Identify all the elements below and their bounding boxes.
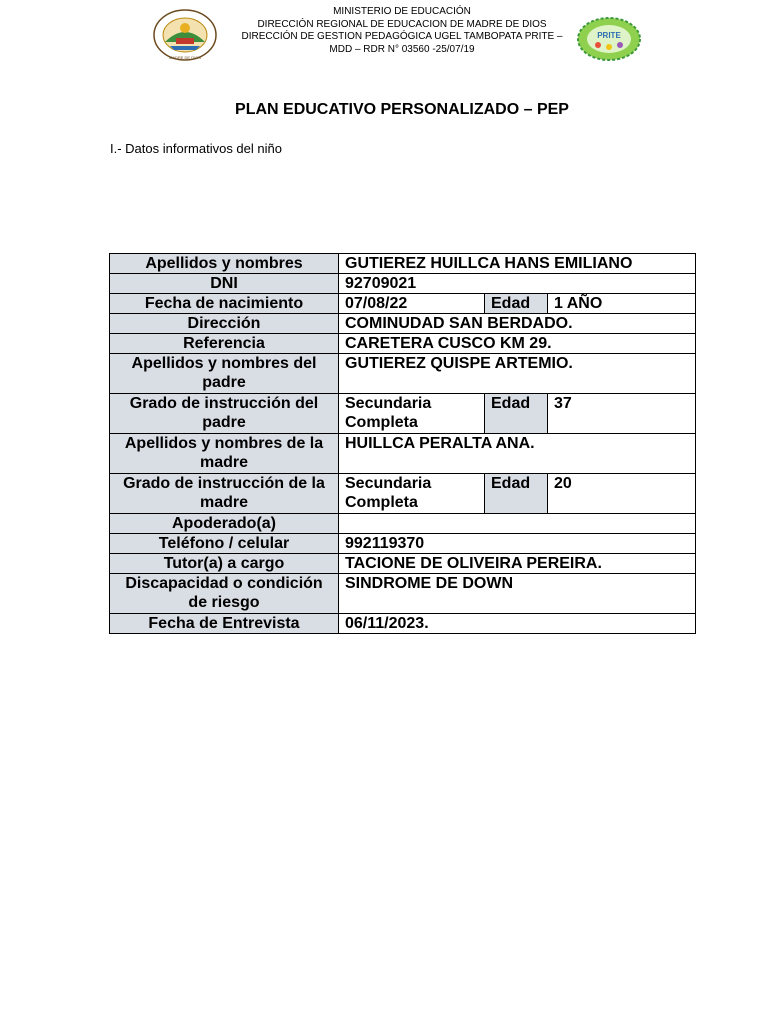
label-tutor: Tutor(a) a cargo	[110, 554, 339, 574]
table-row-grado-madre	[110, 474, 696, 514]
value-fecha-nacimiento: 07/08/22	[339, 294, 485, 314]
label-dni: DNI	[110, 274, 339, 294]
table-row-tutor	[110, 554, 696, 574]
prite-logo-text: PRITE	[597, 31, 621, 40]
value-edad-padre: 37	[548, 394, 696, 434]
table-row-referencia	[110, 334, 696, 354]
value-discapacidad: SINDROME DE DOWN	[339, 574, 696, 614]
value-edad-nino: 1 AÑO	[548, 294, 696, 314]
table-row-fecha-nacimiento	[110, 294, 696, 314]
value-edad-madre: 20	[548, 474, 696, 514]
label-referencia: Referencia	[110, 334, 339, 354]
value-apoderado	[339, 514, 696, 534]
label-padre: Apellidos y nombres del padre	[110, 354, 339, 394]
table-row-direccion	[110, 314, 696, 334]
label-edad-madre: Edad	[485, 474, 548, 514]
header-line-direction: DIRECCIÓN DE GESTION PEDAGÓGICA UGEL TAMBOPATA PRITE –	[241, 31, 563, 42]
value-grado-madre: Secundaria Completa	[339, 474, 485, 514]
table-row-padre	[110, 354, 696, 394]
table-row-discapacidad	[110, 574, 696, 614]
label-edad-padre: Edad	[485, 394, 548, 434]
table-row-grado-padre	[110, 394, 696, 434]
value-fecha-entrevista: 06/11/2023.	[339, 614, 696, 634]
section-heading: I.- Datos informativos del niño	[110, 141, 282, 156]
header-line-ministry: MINISTERIO DE EDUCACIÓN	[333, 6, 471, 17]
label-grado-padre: Grado de instrucción del padre	[110, 394, 339, 434]
value-apellidos-nombres: GUTIEREZ HUILLCA HANS EMILIANO	[339, 254, 696, 274]
page-title: PLAN EDUCATIVO PERSONALIZADO – PEP	[235, 101, 569, 118]
label-apellidos-nombres: Apellidos y nombres	[110, 254, 339, 274]
regional-education-logo-icon	[152, 8, 218, 62]
value-direccion: COMINUDAD SAN BERDADO.	[339, 314, 696, 334]
label-direccion: Dirección	[110, 314, 339, 334]
value-telefono: 992119370	[339, 534, 696, 554]
label-apoderado: Apoderado(a)	[110, 514, 339, 534]
header-text-block	[222, 6, 582, 56]
svg-text:MADRE DE DIOS: MADRE DE DIOS	[168, 55, 202, 60]
table-row-apellidos	[110, 254, 696, 274]
table-row-madre	[110, 434, 696, 474]
value-grado-padre: Secundaria Completa	[339, 394, 485, 434]
value-dni: 92709021	[339, 274, 696, 294]
label-fecha-nacimiento: Fecha de nacimiento	[110, 294, 339, 314]
prite-logo-icon	[576, 16, 642, 62]
value-referencia: CARETERA CUSCO KM 29.	[339, 334, 696, 354]
table-row-telefono	[110, 534, 696, 554]
label-discapacidad: Discapacidad o condición de riesgo	[110, 574, 339, 614]
table-row-dni	[110, 274, 696, 294]
table-row-apoderado	[110, 514, 696, 534]
header-line-regional: DIRECCIÓN REGIONAL DE EDUCACION DE MADRE DE DIOS	[257, 18, 547, 30]
document-header	[0, 6, 768, 66]
value-madre: HUILLCA PERALTA ANA.	[339, 434, 696, 474]
label-grado-madre: Grado de instrucción de la madre	[110, 474, 339, 514]
value-tutor: TACIONE DE OLIVEIRA PEREIRA.	[339, 554, 696, 574]
header-line-resolution: MDD – RDR N° 03560 -25/07/19	[329, 43, 475, 55]
label-telefono: Teléfono / celular	[110, 534, 339, 554]
child-info-table	[109, 253, 696, 634]
value-padre: GUTIEREZ QUISPE ARTEMIO.	[339, 354, 696, 394]
label-edad-nino: Edad	[485, 294, 548, 314]
table-row-fecha-entrevista	[110, 614, 696, 634]
label-madre: Apellidos y nombres de la madre	[110, 434, 339, 474]
label-fecha-entrevista: Fecha de Entrevista	[110, 614, 339, 634]
